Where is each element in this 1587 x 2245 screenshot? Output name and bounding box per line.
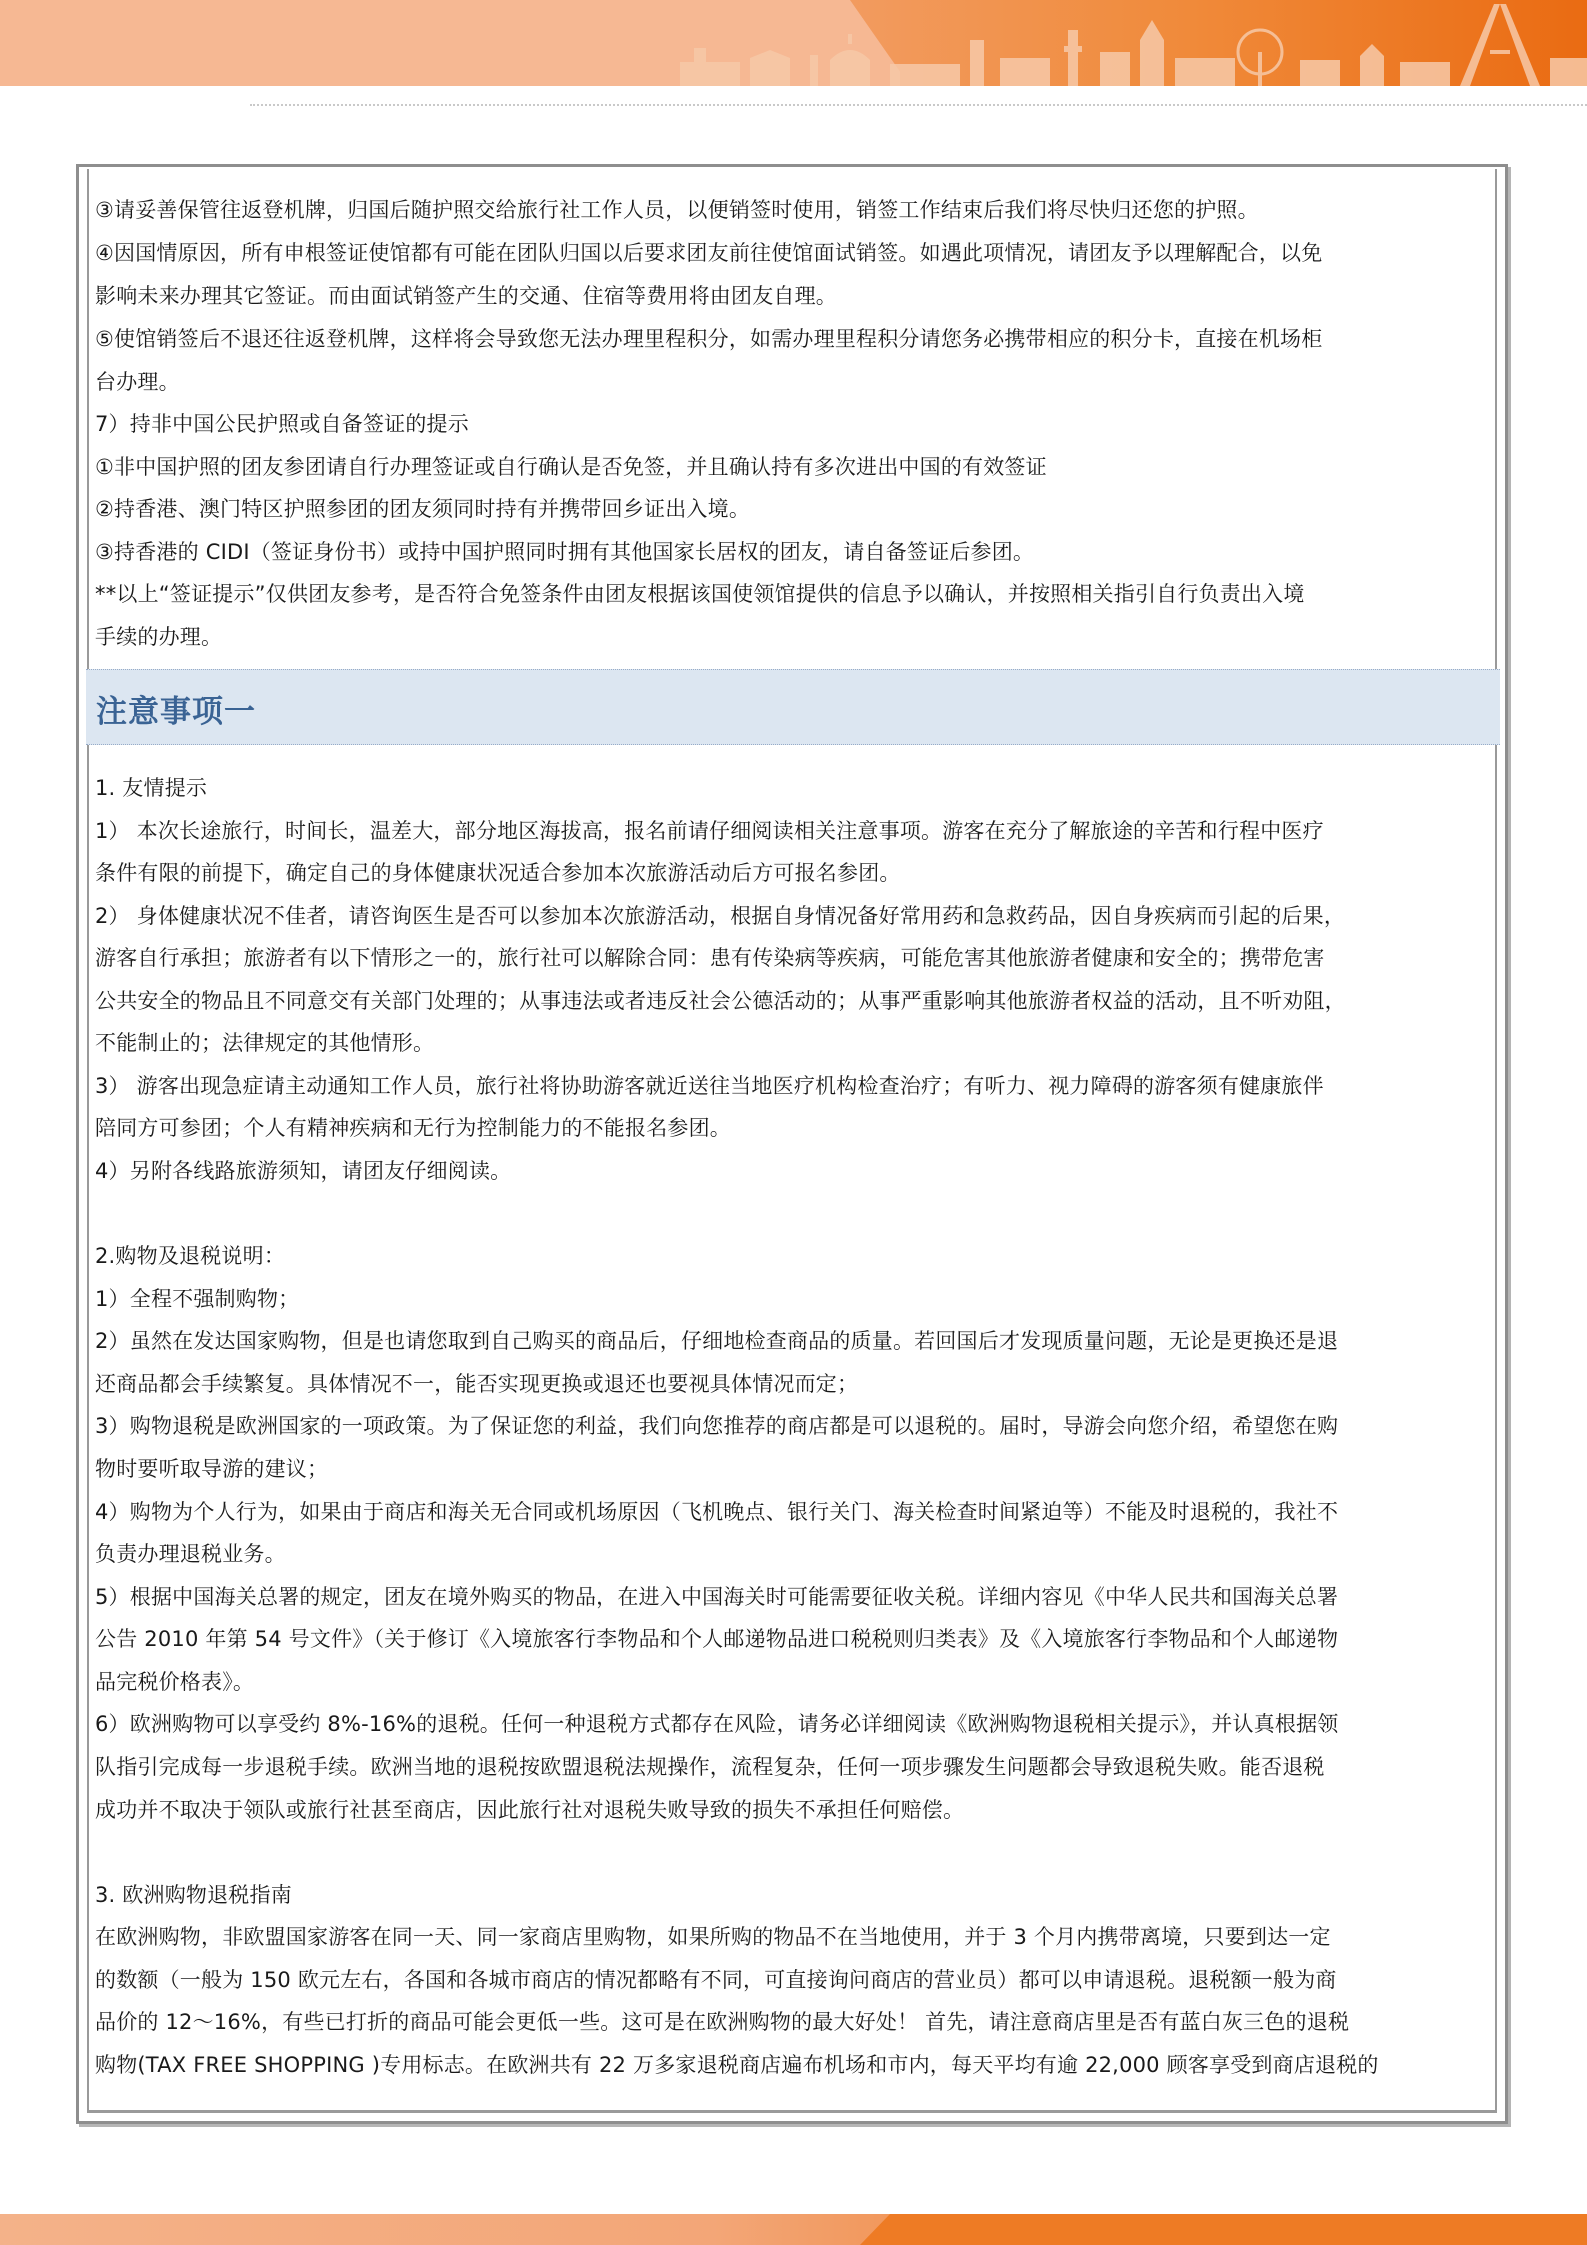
notice-line: 3）购物退税是欧洲国家的一项政策。为了保证您的利益，我们向您推荐的商店都是可以退税的。届时，导游会向您介绍，希望您在购 xyxy=(95,1414,1339,1438)
notice-line: 的数额（一般为 150 欧元左右，各国和各城市商店的情况都略有不同，可直接询问商店的营业员）都可以申请退税。退税额一般为商 xyxy=(95,1968,1337,1992)
notice-line: 不能制止的；法律规定的其他情形。 xyxy=(95,1031,435,1055)
visa-line: 台办理。 xyxy=(95,370,180,394)
notice-line: 4）购物为个人行为，如果由于商店和海关无合同或机场原因（飞机晚点、银行关门、海关检查时间紧迫等）不能及时退税的，我社不 xyxy=(95,1500,1339,1524)
notice-line: 购物(TAX FREE SHOPPING )专用标志。在欧洲共有 22 万多家退税商店遍布机场和市内，每天平均有逾 22,000 顾客享受到商店退税的 xyxy=(95,2053,1379,2077)
notice-line: 1. 友情提示 xyxy=(95,776,208,800)
notice-line: 条件有限的前提下，确定自己的身体健康状况适合参加本次旅游活动后方可报名参团。 xyxy=(95,861,901,885)
top-banner xyxy=(0,0,1587,86)
notice-line: 还商品都会手续繁复。具体情况不一，能否实现更换或退还也要视具体情况而定； xyxy=(95,1372,859,1396)
section-header xyxy=(86,669,1500,745)
visa-line: ④因国情原因，所有申根签证使馆都有可能在团队归国以后要求团友前往使馆面试销签。如遇此项情况，请团友予以理解配合，以免 xyxy=(95,241,1323,265)
section-title: 注意事项一 xyxy=(96,694,256,730)
notice-line: 品完税价格表》。 xyxy=(95,1670,255,1694)
visa-line: 7）持非中国公民护照或自备签证的提示 xyxy=(95,412,469,436)
visa-line: ①非中国护照的团友参团请自行办理签证或自行确认是否免签，并且确认持有多次进出中国的有效签证 xyxy=(95,455,1047,479)
notice-line: 2）虽然在发达国家购物，但是也请您取到自己购买的商品后，仔细地检查商品的质量。若回国后才发现质量问题，无论是更换还是退 xyxy=(95,1329,1339,1353)
notice-line: 6）欧洲购物可以享受约 8%-16%的退税。任何一种退税方式都存在风险，请务必详细阅读《欧洲购物退税相关提示》，并认真根据领 xyxy=(95,1712,1339,1736)
notice-line: 3） 游客出现急症请主动通知工作人员，旅行社将协助游客就近送往当地医疗机构检查治疗；有听力、视力障碍的游客须有健康旅伴 xyxy=(95,1074,1324,1098)
notice-line: 公共安全的物品且不同意交有关部门处理的；从事违法或者违反社会公德活动的；从事严重影响其他旅游者权益的活动，且不听劝阻， xyxy=(95,989,1346,1013)
notice-line: 4）另附各线路旅游须知，请团友仔细阅读。 xyxy=(95,1159,512,1183)
notice-line: 公告 2010 年第 54 号文件》（关于修订《入境旅客行李物品和个人邮递物品进口税税则归类表》及《入境旅客行李物品和个人邮递物 xyxy=(95,1627,1339,1651)
notice-line: 游客自行承担；旅游者有以下情形之一的，旅行社可以解除合同：患有传染病等疾病，可能危害其他旅游者健康和安全的；携带危害 xyxy=(95,946,1325,970)
visa-line: ③持香港的 CIDI（签证身份书）或持中国护照同时拥有其他国家长居权的团友，请自备签证后参团。 xyxy=(95,540,1035,564)
header-dotted-rule xyxy=(250,104,1587,106)
city-skyline-graphic xyxy=(660,0,1587,86)
notice-line: 物时要听取导游的建议； xyxy=(95,1457,329,1481)
bottom-banner xyxy=(0,2214,1587,2245)
notice-line: 1）全程不强制购物； xyxy=(95,1287,300,1311)
notice-line: 成功并不取决于领队或旅行社甚至商店，因此旅行社对退税失败导致的损失不承担任何赔偿。 xyxy=(95,1798,965,1822)
visa-line: 影响未来办理其它签证。而由面试销签产生的交通、住宿等费用将由团友自理。 xyxy=(95,284,837,308)
visa-line: ②持香港、澳门特区护照参团的团友须同时持有并携带回乡证出入境。 xyxy=(95,497,751,521)
notice-line: 1） 本次长途旅行，时间长，温差大，部分地区海拔高，报名前请仔细阅读相关注意事项。游客在充分了解旅途的辛苦和行程中医疗 xyxy=(95,819,1324,843)
notice-line: 3. 欧洲购物退税指南 xyxy=(95,1883,292,1907)
notice-line: 5）根据中国海关总署的规定，团友在境外购买的物品，在进入中国海关时可能需要征收关税。详细内容见《中华人民共和国海关总署 xyxy=(95,1585,1339,1609)
notice-line: 队指引完成每一步退税手续。欧洲当地的退税按欧盟退税法规操作，流程复杂，任何一项步骤发生问题都会导致退税失败。能否退税 xyxy=(95,1755,1325,1779)
visa-line: 手续的办理。 xyxy=(95,625,223,649)
notice-line: 在欧洲购物，非欧盟国家游客在同一天、同一家商店里购物，如果所购的物品不在当地使用，并于 3 个月内携带离境，只要到达一定 xyxy=(95,1925,1331,1949)
notice-line: 2.购物及退税说明： xyxy=(95,1244,286,1268)
visa-line: **以上“签证提示”仅供团友参考，是否符合免签条件由团友根据该国使领馆提供的信息予以确认，并按照相关指引自行负责出入境 xyxy=(95,582,1305,606)
notice-line: 负责办理退税业务。 xyxy=(95,1542,286,1566)
notice-line: 2） 身体健康状况不佳者，请咨询医生是否可以参加本次旅游活动，根据自身情况备好常用药和急救药品，因自身疾病而引起的后果， xyxy=(95,904,1346,928)
visa-line: ③请妥善保管往返登机牌，归国后随护照交给旅行社工作人员，以便销签时使用，销签工作结束后我们将尽快归还您的护照。 xyxy=(95,198,1259,222)
notice-line: 品价的 12～16%，有些已打折的商品可能会更低一些。这可是在欧洲购物的最大好处！ 首先，请注意商店里是否有蓝白灰三色的退税 xyxy=(95,2010,1350,2034)
visa-line: ⑤使馆销签后不退还往返登机牌，这样将会导致您无法办理里程积分，如需办理里程积分请您务必携带相应的积分卡，直接在机场柜 xyxy=(95,327,1323,351)
notice-line: 陪同方可参团；个人有精神疾病和无行为控制能力的不能报名参团。 xyxy=(95,1116,731,1140)
